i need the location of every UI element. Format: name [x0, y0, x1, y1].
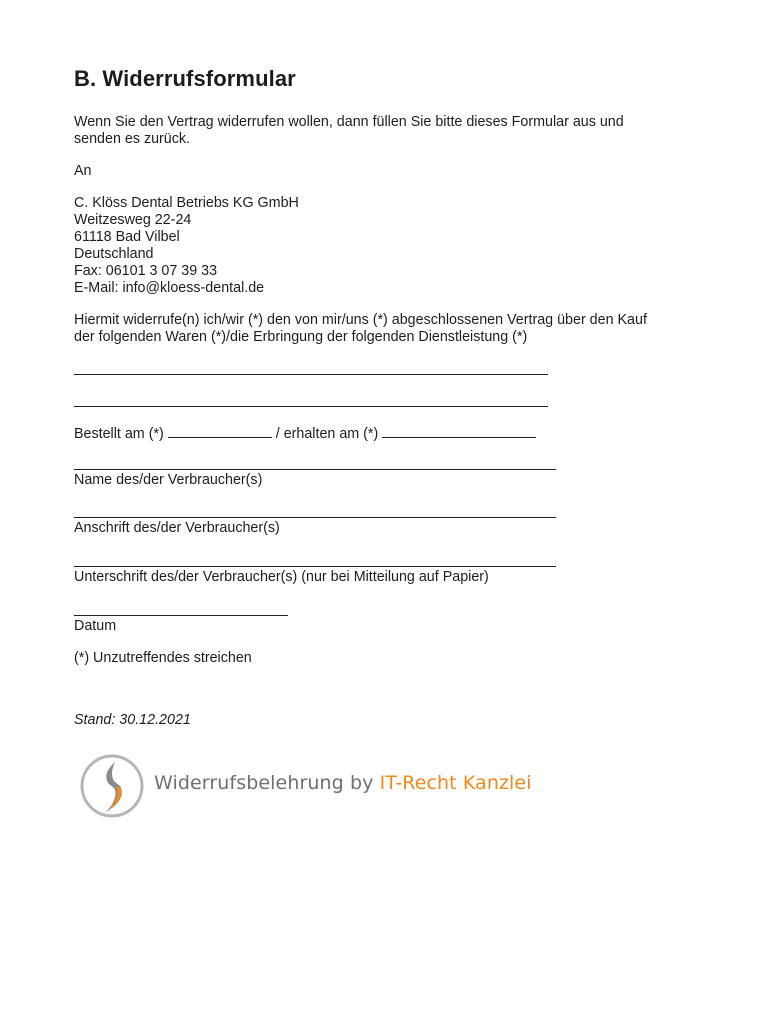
logo-text-prefix: Widerrufsbelehrung by: [154, 772, 380, 794]
stand-date: Stand: 30.12.2021: [74, 712, 191, 728]
it-recht-kanzlei-logo: [78, 752, 532, 820]
recipient-label: An: [74, 163, 92, 179]
address-street: Weitzesweg 22-24: [74, 212, 192, 228]
declaration-line-1: Hiermit widerrufe(n) ich/wir (*) den von mir/uns (*) abgeschlossenen Vertrag über den Kauf: [74, 312, 647, 328]
address-fax: Fax: 06101 3 07 39 33: [74, 263, 218, 279]
intro-line-2: senden es zurück.: [74, 131, 191, 147]
address-country: Deutschland: [74, 246, 154, 262]
consumer-name-label: Name des/der Verbraucher(s): [74, 472, 263, 488]
lightning-bolt-circle-icon: [78, 752, 146, 820]
ordered-date-blank[interactable]: [168, 424, 272, 438]
address-city: 61118 Bad Vilbel: [74, 229, 180, 245]
received-label: / erhalten am (*): [275, 426, 379, 442]
logo-brand-name: IT-Recht Kanzlei: [379, 772, 532, 794]
date-label: Datum: [74, 618, 117, 634]
signature-label: Unterschrift des/der Verbraucher(s) (nur bei Mitteilung auf Papier): [74, 569, 489, 585]
footnote: (*) Unzutreffendes streichen: [74, 650, 252, 666]
signature-line[interactable]: [74, 566, 556, 567]
ordered-label: Bestellt am (*): [74, 426, 164, 442]
page-title: B. Widerrufsformular: [74, 66, 296, 91]
address-email: E-Mail: info@kloess-dental.de: [74, 280, 265, 296]
received-date-blank[interactable]: [382, 424, 536, 438]
consumer-address-label: Anschrift des/der Verbraucher(s): [74, 520, 280, 536]
logo-text: [154, 772, 532, 794]
date-line[interactable]: [74, 615, 288, 616]
order-dates-row: [74, 424, 536, 443]
goods-blank-line-1[interactable]: [74, 374, 548, 375]
intro-line-1: Wenn Sie den Vertrag widerrufen wollen, dann füllen Sie bitte dieses Formular aus und: [74, 114, 624, 130]
consumer-name-line[interactable]: [74, 469, 556, 470]
consumer-address-line[interactable]: [74, 517, 556, 518]
address-company: C. Klöss Dental Betriebs KG GmbH: [74, 195, 299, 211]
goods-blank-line-2[interactable]: [74, 406, 548, 407]
declaration-line-2: der folgenden Waren (*)/die Erbringung der folgenden Dienstleistung (*): [74, 329, 528, 345]
